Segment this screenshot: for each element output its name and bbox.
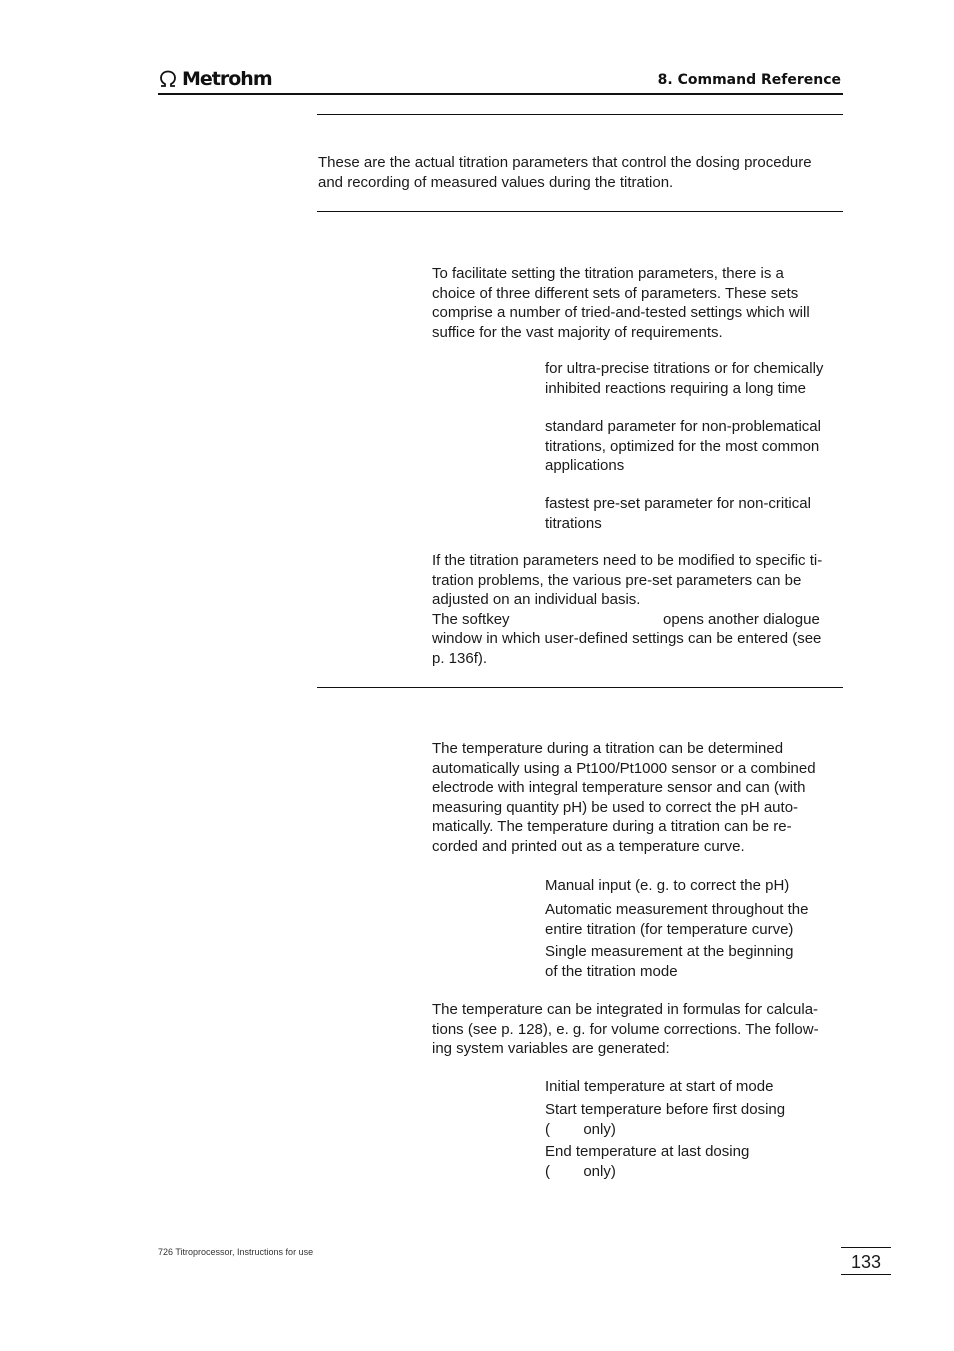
text-line: ( only) [545, 1162, 616, 1180]
text-line: suffice for the vast majority of requirements. [432, 323, 723, 341]
text-line: These are the actual titration parameters that control the dosing procedure [318, 154, 812, 171]
section-divider [317, 687, 843, 688]
text-line: ing system variables are generated: [432, 1040, 670, 1057]
formula-paragraph [432, 1000, 819, 1059]
mode-description [545, 900, 808, 939]
text-line: inhibited reactions requiring a long time [545, 379, 806, 397]
footer-text: 726 Titroprocessor, Instructions for use [158, 1247, 314, 1257]
omega-icon [158, 69, 178, 89]
text-line: Start temperature before first dosing [545, 1101, 786, 1118]
text-line: adjusted on an individual basis. [432, 591, 641, 608]
text-line: ( only) [545, 1120, 616, 1138]
text-line: Initial temperature at start of mode [545, 1078, 774, 1095]
text-line: To facilitate setting the titration parameters, there is a [432, 265, 784, 282]
softkey-suffix: opens another dialogue [663, 610, 820, 628]
logo-text: Metrohm [182, 68, 272, 90]
text-line: p. 136f). [432, 649, 488, 667]
variable-description [545, 1100, 785, 1139]
section-divider [317, 114, 843, 115]
text-line: of the titration mode [545, 962, 678, 980]
text-line: Manual input (e. g. to correct the pH) [545, 877, 790, 894]
sets-paragraph [432, 264, 810, 342]
mode-description [545, 942, 794, 981]
text-line: corded and printed out as a temperature curve. [432, 837, 745, 855]
text-line: choice of three different sets of parameters. These sets [432, 284, 799, 302]
text-line: If the titration parameters need to be modified to specific ti- [432, 552, 823, 569]
mode-description [545, 876, 789, 896]
text-line: entire titration (for temperature curve) [545, 920, 794, 938]
text-line: The temperature can be integrated in formulas for calcula- [432, 1001, 819, 1018]
text-line: End temperature at last dosing [545, 1143, 750, 1160]
text-line: and recording of measured values during the titration. [318, 173, 674, 191]
header-rule [158, 93, 843, 95]
intro-paragraph [318, 153, 843, 192]
variable-description [545, 1142, 749, 1181]
metrohm-logo [158, 67, 272, 91]
text-line: tration problems, the various pre-set parameters can be [432, 571, 802, 589]
chapter-title: 8. Command Reference [657, 72, 841, 88]
text-line: Automatic measurement throughout the [545, 901, 809, 918]
text-line: automatically using a Pt100/Pt1000 sensor or a combined [432, 759, 816, 777]
text-line: standard parameter for non-problematical [545, 418, 821, 435]
section-divider [317, 211, 843, 212]
text-line: matically. The temperature during a titration can be re- [432, 818, 792, 835]
option-description [545, 494, 811, 533]
text-line: The temperature during a titration can be determined [432, 740, 784, 757]
text-line: tions (see p. 128), e. g. for volume corrections. The follow- [432, 1020, 819, 1038]
text-line: comprise a number of tried-and-tested settings which will [432, 304, 810, 321]
text-line: window in which user-defined settings can be entered (see [432, 630, 822, 647]
text-line: electrode with integral temperature sensor and can (with [432, 779, 806, 796]
text-line: fastest pre-set parameter for non-critical [545, 495, 811, 512]
modify-paragraph [432, 551, 844, 668]
temperature-paragraph [432, 739, 816, 856]
option-description [545, 417, 821, 476]
variable-description [545, 1077, 773, 1097]
text-line: Single measurement at the beginning [545, 943, 794, 960]
page-number: 133 [841, 1247, 891, 1275]
text-line: for ultra-precise titrations or for chemically [545, 360, 824, 377]
text-line: applications [545, 457, 625, 474]
text-line: measuring quantity pH) be used to correct the pH auto- [432, 798, 799, 816]
softkey-prefix: The softkey [432, 610, 510, 628]
text-line: titrations [545, 514, 602, 532]
text-line: titrations, optimized for the most common [545, 437, 820, 455]
softkey-line [432, 610, 844, 630]
option-description [545, 359, 823, 398]
